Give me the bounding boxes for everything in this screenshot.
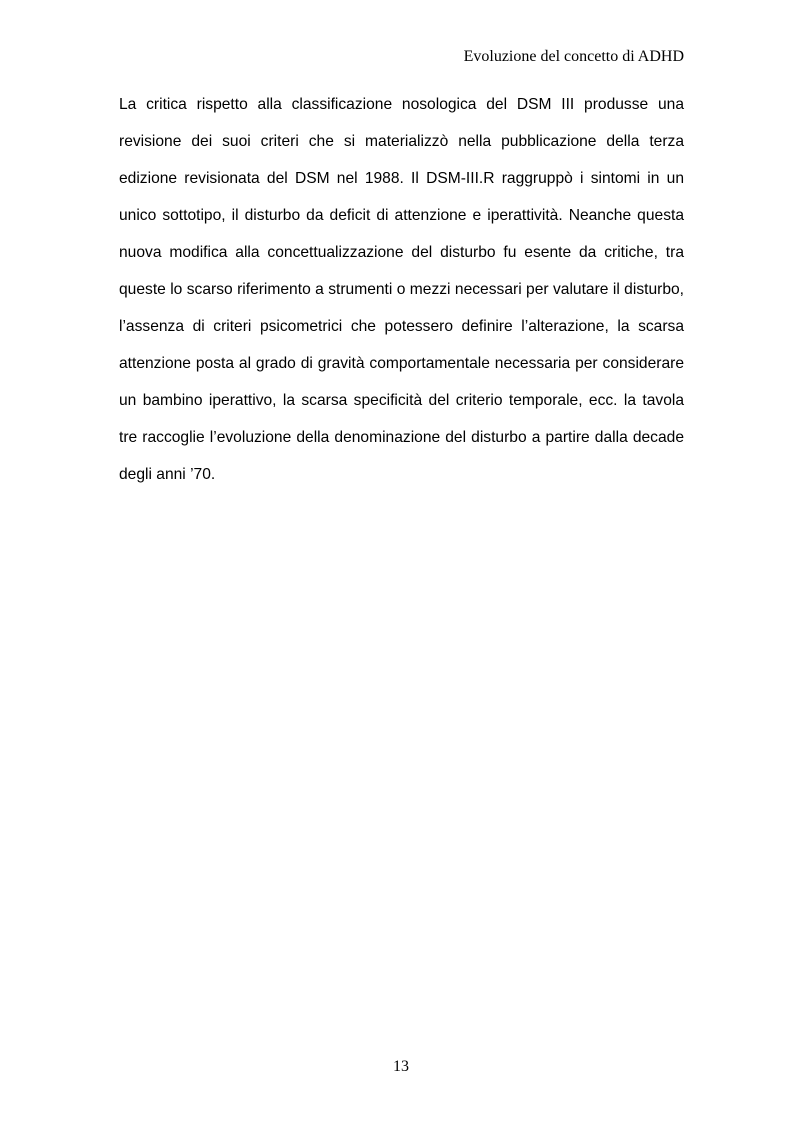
- header-divider: [119, 70, 684, 71]
- page-number: 13: [393, 1058, 409, 1075]
- running-header: Evoluzione del concetto di ADHD: [463, 48, 684, 65]
- body-paragraph: La critica rispetto alla classificazione nosologica del DSM III produsse una revisione dei suoi criteri che si materializzò nella pubblicazione della terza edizione revisionata del DSM nel 1988. Il DSM-III.R raggruppò i sintomi in un unico sottotipo, il disturbo da deficit di attenzione e iperattività. Neanche questa nuova modifica alla concettualizzazione del disturbo fu esente da critiche, tra queste lo scarso riferimento a strumenti o mezzi necessari per valutare il disturbo, l’assenza di criteri psicometrici che potessero definire l’alterazione, la scarsa attenzione posta al grado di gravità comportamentale necessaria per considerare un bambino iperattivo, la scarsa specificità del criterio temporale, ecc. la tavola tre raccoglie l’evoluzione della denominazione del disturbo a partire dalla decade degli anni ’70.: [119, 96, 684, 483]
